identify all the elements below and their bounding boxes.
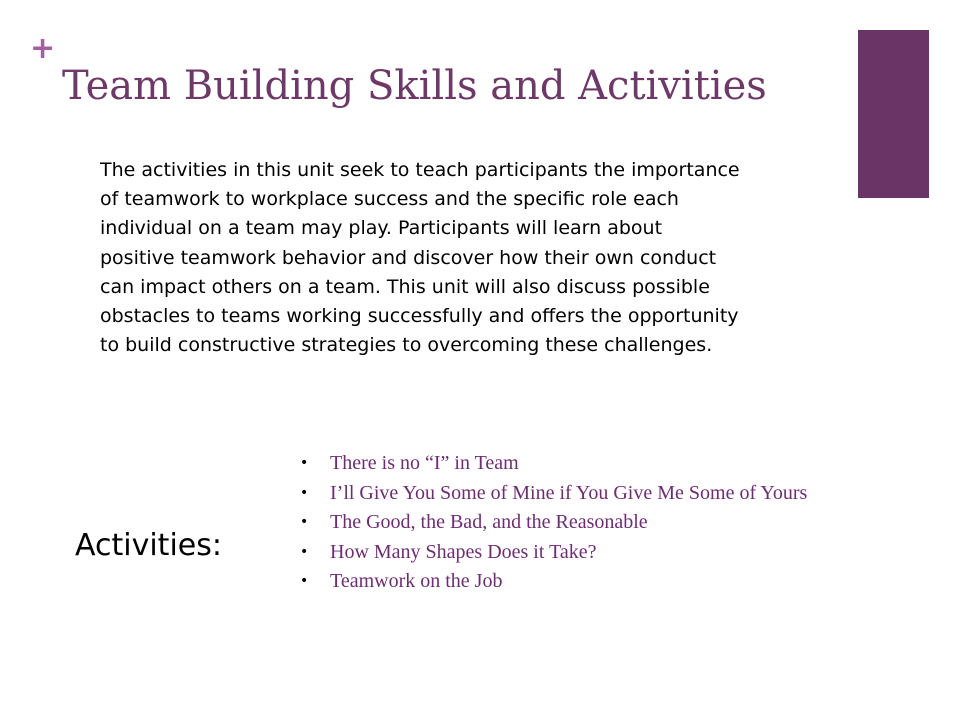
bullet-icon: • [300, 514, 309, 531]
plus-decoration: + [30, 31, 56, 66]
activities-label: Activities: [75, 528, 222, 563]
intro-line: can impact others on a team. This unit will also discuss possible [100, 275, 710, 298]
intro-line: of teamwork to workplace success and the specific role each [100, 188, 679, 211]
intro-line: individual on a team may play. Participants will learn about [100, 217, 663, 240]
activity-text: There is no “I” in Team [330, 452, 519, 474]
activity-text: The Good, the Bad, and the Reasonable [330, 511, 648, 534]
accent-bar [858, 30, 929, 198]
bullet-icon: • [300, 455, 309, 471]
intro-line: positive teamwork behavior and discover how their own conduct [100, 246, 717, 269]
intro-paragraph [100, 156, 840, 360]
bullet-icon: • [300, 484, 309, 501]
activity-item [300, 480, 860, 506]
activity-text: Teamwork on the Job [330, 570, 503, 593]
activity-list [300, 450, 860, 598]
intro-line: obstacles to teams working successfully and offers the opportunity [100, 305, 739, 328]
activity-item [300, 568, 860, 594]
activity-text: How Many Shapes Does it Take? [330, 540, 597, 563]
bullet-icon: • [300, 543, 309, 560]
activity-item [300, 450, 860, 476]
slide-title: Team Building Skills and Activities [62, 63, 767, 109]
activity-item [300, 539, 860, 565]
intro-line: The activities in this unit seek to teach participants the importance [100, 159, 740, 181]
activity-item [300, 509, 860, 535]
bullet-icon: • [300, 573, 309, 590]
activity-text: I’ll Give You Some of Mine if You Give Me Some of Yours [330, 481, 808, 504]
intro-line: to build constructive strategies to overcoming these challenges. [100, 334, 713, 357]
